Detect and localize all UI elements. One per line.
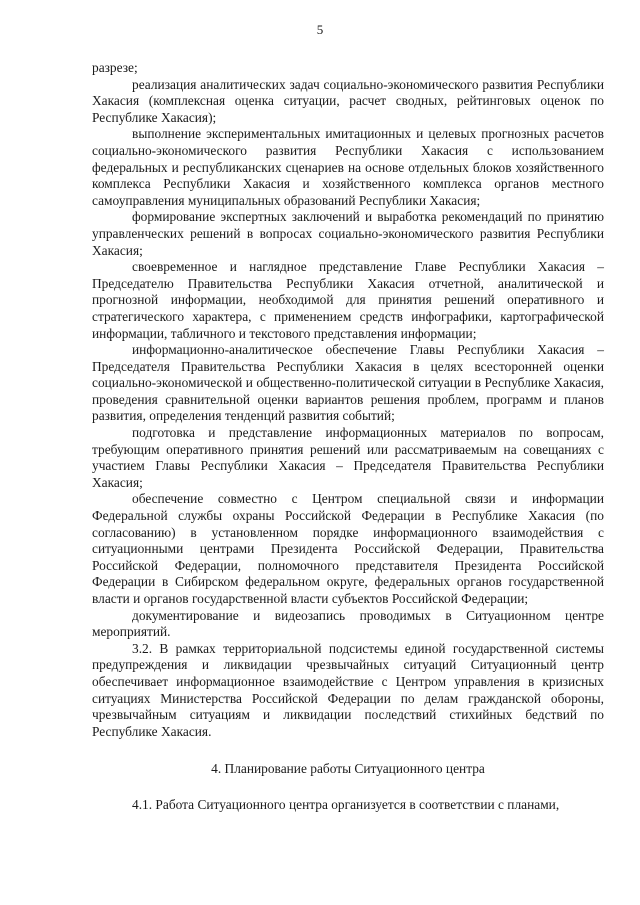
- page-number: 5: [316, 22, 324, 37]
- document-body: [92, 60, 604, 814]
- paragraph-forecast-calculations: выполнение экспериментальных имитационных и целевых прогнозных расчетов социально-экономического развития Республики Хакасия с использованием федеральных и республиканских сценариев на основе отдельных блоков хозяйственного комплекса Республики Хакасия и хозяйственного комплекса органов местного самоуправления муниципальных образований Республики Хакасия;: [92, 126, 604, 208]
- paragraph-information-support: информационно-аналитическое обеспечение Главы Республики Хакасия – Председателя Правительства Республики Хакасия в целях всесторонней оценки социально-экономической и общественно-политической ситуации в Республике Хакасия, проведения сравнительной оценки вариантов решения проблем, программ и планов развития, определения тенденций развития событий;: [92, 342, 604, 424]
- paragraph-expert-conclusions: формирование экспертных заключений и выработка рекомендаций по принятию управленческих решений в вопросах социально-экономического развития Республики Хакасия;: [92, 209, 604, 258]
- paragraph-clause-4-1: 4.1. Работа Ситуационного центра организуется в соответствии с планами,: [132, 796, 560, 812]
- paragraph-documentation: документирование и видеозапись проводимых в Ситуационном центре мероприятий.: [92, 607, 604, 640]
- paragraph-clause-3-2: 3.2. В рамках территориальной подсистемы единой государственной системы предупреждения и ликвидации чрезвычайных ситуаций Ситуационный центр обеспечивает информационное взаимодействие с Центром управления в кризисных ситуациях Министерства Российской Федерации по делам гражданской обороны, чрезвычайным ситуациям и ликвидации последствий стихийных бедствий по Республике Хакасия.: [92, 640, 604, 739]
- paragraph-analytical-tasks: реализация аналитических задач социально-экономического развития Республики Хакасия (комплексная оценка ситуации, расчет сводных, рейтинговых оценок по Республике Хакасия);: [92, 76, 604, 125]
- section-heading: 4. Планирование работы Ситуационного центра: [211, 761, 485, 777]
- paragraph-continuation: разрезе;: [92, 60, 138, 75]
- paragraph-joint-provision: обеспечение совместно с Центром специальной связи и информации Федеральной службы охраны Российской Федерации в Республике Хакасия (по согласованию) в установленном порядке информационного взаимодействия с ситуационными центрами Президента Российской Федерации, Правительства Российской Федерации, полномочного представителя Президента Российской Федерации в Сибирском федеральном округе, федеральных органов государственной власти и органов государственной власти субъектов Российской Федерации;: [92, 491, 604, 606]
- paragraph-timely-presentation: своевременное и наглядное представление Главе Республики Хакасия – Председателю Правительства Республики Хакасия отчетной, аналитической и прогнозной информации, необходимой для принятия решений оперативного и стратегического характера, с применением средств инфографики, картографической информации, табличного и текстового представления информации;: [92, 259, 604, 341]
- paragraph-preparation-materials: подготовка и представление информационных материалов по вопросам, требующим оперативного принятия решений или рассматриваемым на совещаниях с участием Главы Республики Хакасия – Председателя Правительства Республики Хакасия;: [92, 425, 604, 490]
